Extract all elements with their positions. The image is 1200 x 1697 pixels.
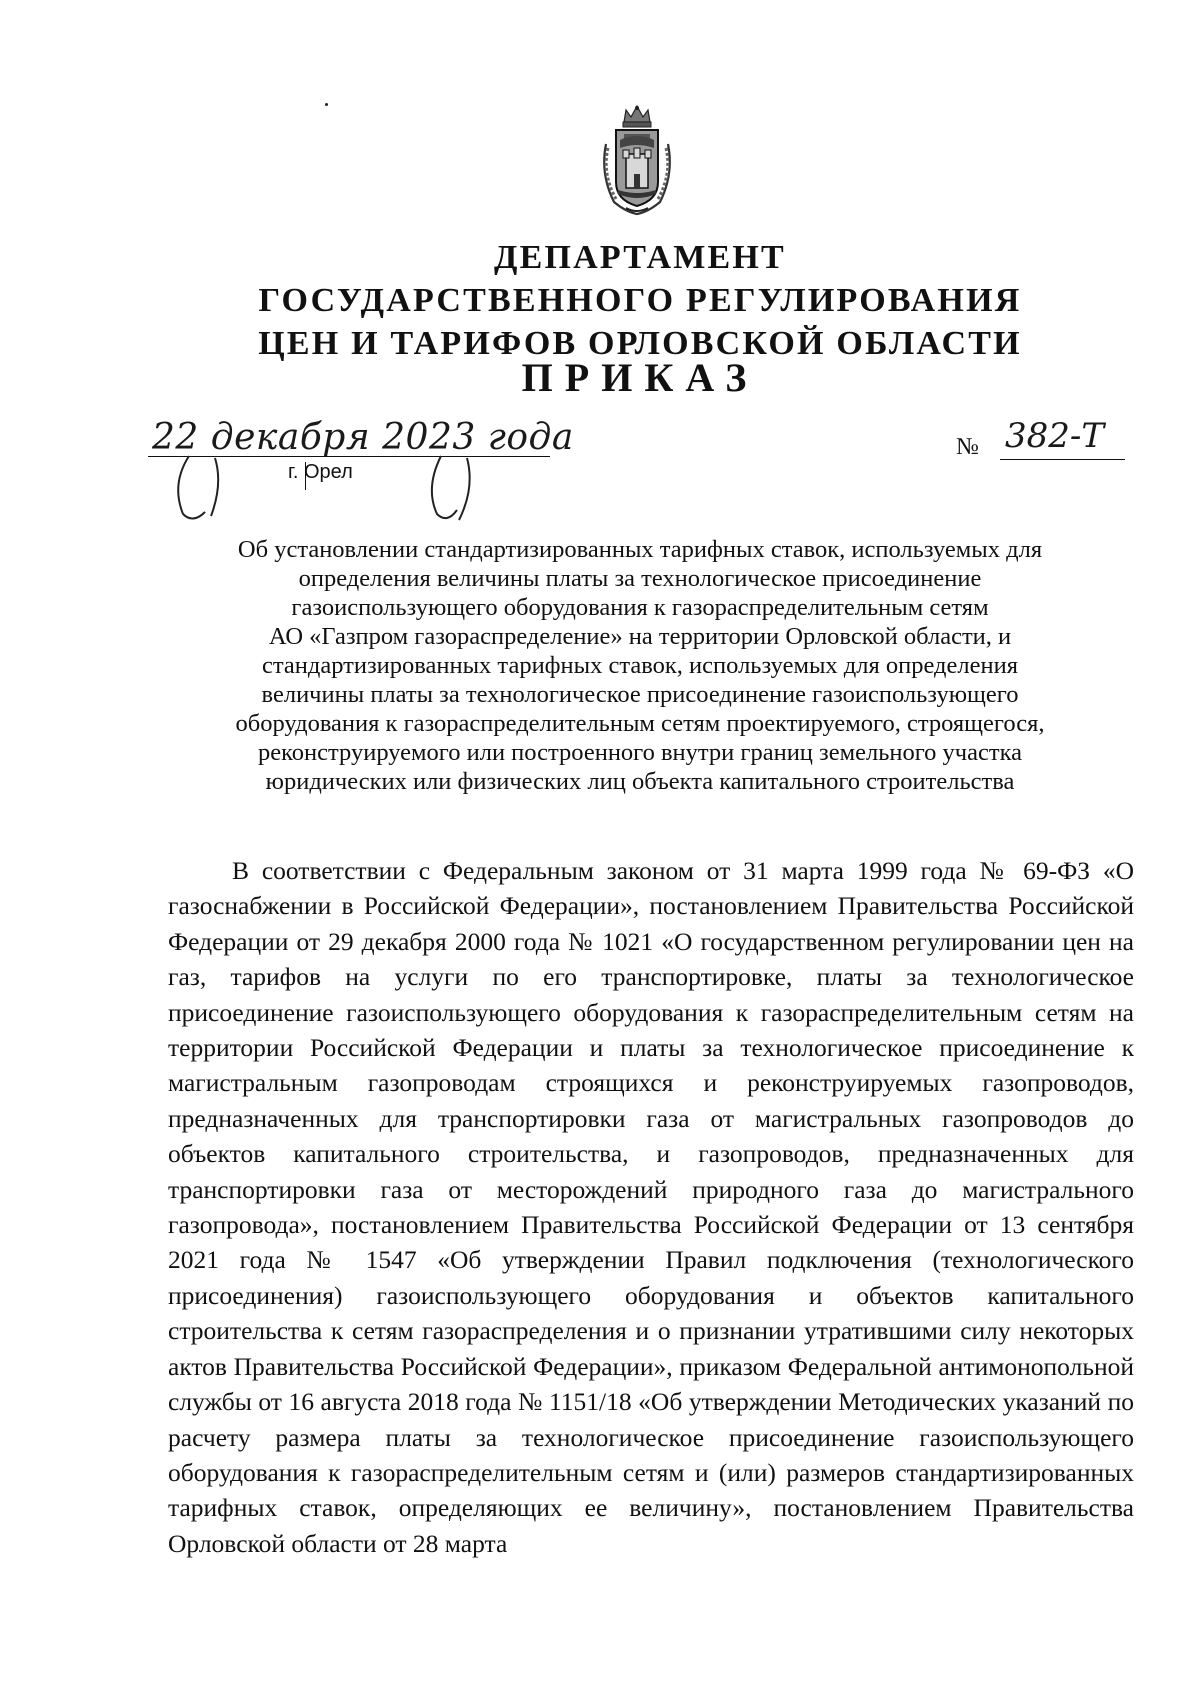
subject-line: стандартизированных тарифных ставок, используемых для определения (262, 652, 1018, 679)
scan-speck (325, 103, 328, 106)
subject-line: оборудования к газораспределительным сетям проектируемого, строящегося, (235, 710, 1045, 737)
handwritten-order-number: 382-Т (1005, 416, 1105, 456)
order-subject (150, 535, 1130, 796)
subject-line: АО «Газпром газораспределение» на территории Орловской области, и (268, 623, 1012, 650)
subject-line: юридических или физических лиц объекта капитального строительства (265, 768, 1015, 795)
subject-line: реконструируемого или построенного внутри границ земельного участка (258, 739, 1022, 766)
city-label: г. Орел (288, 461, 353, 483)
subject-line: величины платы за технологическое присоединение газоиспользующего (261, 681, 1019, 708)
department-name-line-1: ДЕПАРТАМЕНТ (494, 239, 786, 276)
subject-line: определения величины платы за технологическое присоединение (298, 565, 982, 592)
body-paragraph: В соответствии с Федеральным законом от 31 марта 1999 года № 69-ФЗ «О газоснабжении в Российской Федерации», постановлением Правительства Российской Федерации от 29 декабря 2000 года № 1021 «О государственном регулировании цен на газ, тарифов на услуги по его транспортировке, платы за технологическое присоединение газоиспользующего оборудования к газораспределительным сетям на территории Российской Федерации и платы за технологическое присоединение к магистральным газопроводам строящихся и реконструируемых газопроводов, предназначенных для транспортировки газа от магистральных газопроводов до объектов капитального строительства, и газопроводов, предназначенных для транспортировки газа от месторождений природного газа до магистрального газопровода», постановлением Правительства Российской Федерации от 13 сентября 2021 года № 1547 «Об утверждении Правил подключения (технологического присоединения) газоиспользующего оборудования и объектов капитального строительства к сетям газораспределения и о признании утратившими силу некоторых актов Правительства Российской Федерации», приказом Федеральной антимонопольной службы от 16 августа 2018 года № 1151/18 «Об утверждении Методических указаний по расчету размера платы за технологическое присоединение газоиспользующего оборудования к газораспределительным сетям и (или) размеров стандартизированных тарифных ставок, определяющих ее величину», постановлением Правительства Орловской области от 28 марта (168, 856, 1134, 1558)
subject-line: Об установлении стандартизированных тарифных ставок, используемых для (237, 536, 1043, 563)
number-sign: № (956, 434, 979, 460)
subject-line: газоиспользующего оборудования к газораспределительным сетям (291, 594, 989, 621)
department-name-line-2: ГОСУДАРСТВЕННОГО РЕГУЛИРОВАНИЯ (258, 282, 1022, 319)
number-underline (1000, 459, 1125, 460)
handwritten-date: 22 декабря 2023 года (152, 417, 574, 458)
department-name (200, 236, 1080, 365)
orel-oblast-coat-of-arms-icon (596, 104, 678, 216)
document-type-title: ПРИКАЗ (521, 355, 759, 400)
handwriting-strokes (175, 454, 495, 524)
department-name-line-3: ЦЕН И ТАРИФОВ ОРЛОВСКОЙ ОБЛАСТИ (258, 325, 1022, 362)
